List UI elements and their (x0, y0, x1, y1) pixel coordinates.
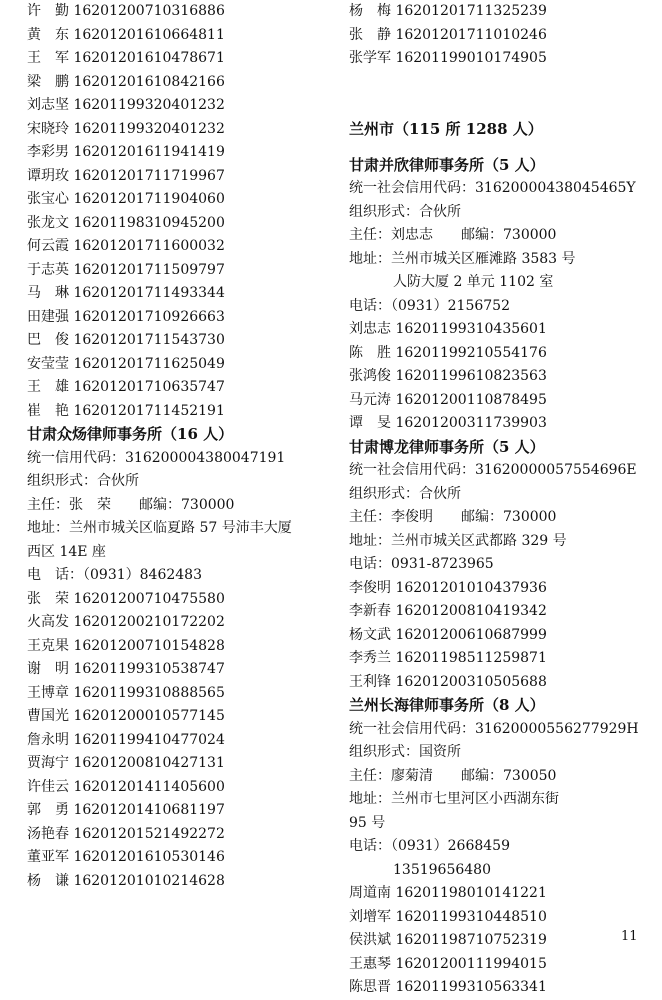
firm-heading: 甘肃众炀律师事务所（16 人） (27, 425, 234, 443)
firm-info: 西区 14E 座 (27, 543, 106, 560)
lawyer-entry: 王克果 16201200710154828 (27, 637, 225, 654)
firm-info: 地址：兰州市城关区武都路 329 号 (349, 532, 567, 549)
lawyer-entry: 谭 旻 16201200311739903 (349, 415, 547, 431)
firm-info: 电话：0931-8723965 (349, 556, 494, 572)
lawyer-entry: 巴 俊 16201201711543730 (27, 332, 225, 348)
firm-info: 人防大厦 2 单元 1102 室 (393, 274, 554, 290)
lawyer-entry: 张宝心 16201201711904060 (27, 191, 225, 207)
lawyer-entry: 刘志坚 16201199320401232 (27, 97, 225, 113)
firm-info: 组织形式：合伙所 (27, 473, 139, 489)
lawyer-entry: 马 琳 16201201711493344 (27, 285, 225, 301)
page-number: 11 (621, 929, 638, 944)
lawyer-entry: 董亚军 16201201610530146 (27, 849, 225, 865)
firm-info: 统一社会信用代码：31620000438045465Y (349, 180, 636, 196)
firm-info: 主任：廖菊清 邮编：730050 (349, 767, 557, 784)
firm-info: 主任：张 荣 邮编：730000 (27, 496, 235, 513)
firm-info: 统一社会信用代码：31620000556277929H (349, 720, 639, 737)
firm-heading: 甘肃博龙律师事务所（5 人） (349, 437, 545, 456)
lawyer-entry: 王 雄 16201201710635747 (27, 379, 225, 395)
lawyer-entry: 陈思晋 16201199310563341 (349, 979, 547, 995)
right-top-list (349, 0, 649, 71)
lawyer-entry: 马元涛 16201200110878495 (349, 391, 547, 408)
lawyer-entry: 于志英 16201201711509797 (27, 261, 225, 278)
firm-info: 统一信用代码：316200004380047191 (27, 449, 286, 466)
lawyer-entry: 王惠琴 16201200111994015 (349, 955, 547, 972)
lawyer-entry: 杨 梅 16201201711325239 (349, 3, 547, 19)
lawyer-entry: 张学军 16201199010174905 (349, 50, 547, 66)
lawyer-entry: 何云霞 16201201711600032 (27, 238, 225, 254)
lawyer-entry: 陈 胜 16201199210554176 (349, 344, 547, 361)
firm-info: 主任：刘忠志 邮编：730000 (349, 227, 557, 243)
firm-info: 主任：李俊明 邮编：730000 (349, 509, 557, 525)
lawyer-entry: 张鸿俊 16201199610823563 (349, 368, 547, 384)
firm-info: 电话：（0931）2156752 (349, 297, 510, 314)
lawyer-entry: 刘忠志 16201199310435601 (349, 321, 547, 337)
firm-info: 组织形式：国资所 (349, 744, 461, 760)
firm-info: 95 号 (349, 814, 386, 831)
lawyer-entry: 梁 鹏 16201201610842166 (27, 73, 225, 90)
city-heading: 兰州市（115 所 1288 人） (349, 119, 543, 138)
lawyer-entry: 张龙文 16201198310945200 (27, 214, 225, 231)
lawyer-entry: 火高发 16201200210172202 (27, 614, 225, 630)
right-bottom-list (349, 154, 649, 1000)
lawyer-entry: 李俊明 16201201010437936 (349, 579, 547, 596)
lawyer-entry: 刘增军 16201199310448510 (349, 908, 547, 925)
left-column (27, 0, 327, 893)
lawyer-entry: 谢 明 16201199310538747 (27, 661, 225, 677)
lawyer-entry: 崔 艳 16201201711452191 (27, 402, 225, 419)
lawyer-entry: 李新春 16201200810419342 (349, 603, 547, 619)
firm-heading: 甘肃并欣律师事务所（5 人） (349, 155, 545, 174)
lawyer-entry: 杨文武 16201200610687999 (349, 626, 547, 643)
lawyer-entry: 杨 谦 16201201010214628 (27, 872, 225, 889)
lawyer-entry: 李秀兰 16201198511259871 (349, 650, 547, 666)
lawyer-entry: 詹永明 16201199410477024 (27, 731, 225, 748)
firm-info: 组织形式：合伙所 (349, 203, 461, 220)
spacer (349, 71, 649, 104)
firm-info: 组织形式：合伙所 (349, 485, 461, 502)
firm-heading: 兰州长海律师事务所（8 人） (349, 696, 545, 714)
lawyer-entry: 安莹莹 16201201711625049 (27, 355, 225, 372)
firm-info: 地址：兰州市城关区临夏路 57 号沛丰大厦 (27, 520, 292, 536)
lawyer-entry: 周道南 16201198010141221 (349, 885, 547, 901)
lawyer-entry: 汤艳春 16201201521492272 (27, 825, 225, 842)
lawyer-entry: 田建强 16201201710926663 (27, 308, 225, 325)
lawyer-entry: 许佳云 16201201411405600 (27, 778, 225, 795)
firm-info: 地址：兰州市七里河区小西湖东街 (349, 791, 559, 807)
lawyer-entry: 谭玥玫 16201201711719967 (27, 167, 225, 184)
firm-info: 电话：（0931）2668459 (349, 838, 510, 854)
firm-info: 13519656480 (393, 861, 491, 878)
lawyer-entry: 曹国光 16201200010577145 (27, 708, 225, 724)
lawyer-entry: 李彩男 16201201611941419 (27, 144, 225, 160)
firm-info: 统一社会信用代码：31620000057554696E (349, 462, 637, 478)
lawyer-entry: 宋晓玲 16201199320401232 (27, 120, 225, 137)
firm-info: 地址：兰州市城关区雁滩路 3583 号 (349, 250, 576, 267)
lawyer-entry: 王博章 16201199310888565 (27, 684, 225, 701)
lawyer-entry: 侯洪斌 16201198710752319 (349, 932, 547, 948)
lawyer-entry: 王利锋 16201200310505688 (349, 673, 547, 690)
lawyer-entry: 黄 东 16201201610664811 (27, 26, 225, 43)
lawyer-entry: 许 勤 16201200710316886 (27, 3, 225, 19)
firm-info: 电 话：（0931）8462483 (27, 567, 202, 583)
lawyer-entry: 王 军 16201201610478671 (27, 50, 225, 66)
lawyer-entry: 张 静 16201201711010246 (349, 26, 547, 43)
lawyer-entry: 郭 勇 16201201410681197 (27, 802, 225, 818)
lawyer-entry: 张 荣 16201200710475580 (27, 590, 225, 607)
lawyer-entry: 贾海宁 16201200810427131 (27, 755, 225, 771)
right-column (349, 0, 649, 1000)
